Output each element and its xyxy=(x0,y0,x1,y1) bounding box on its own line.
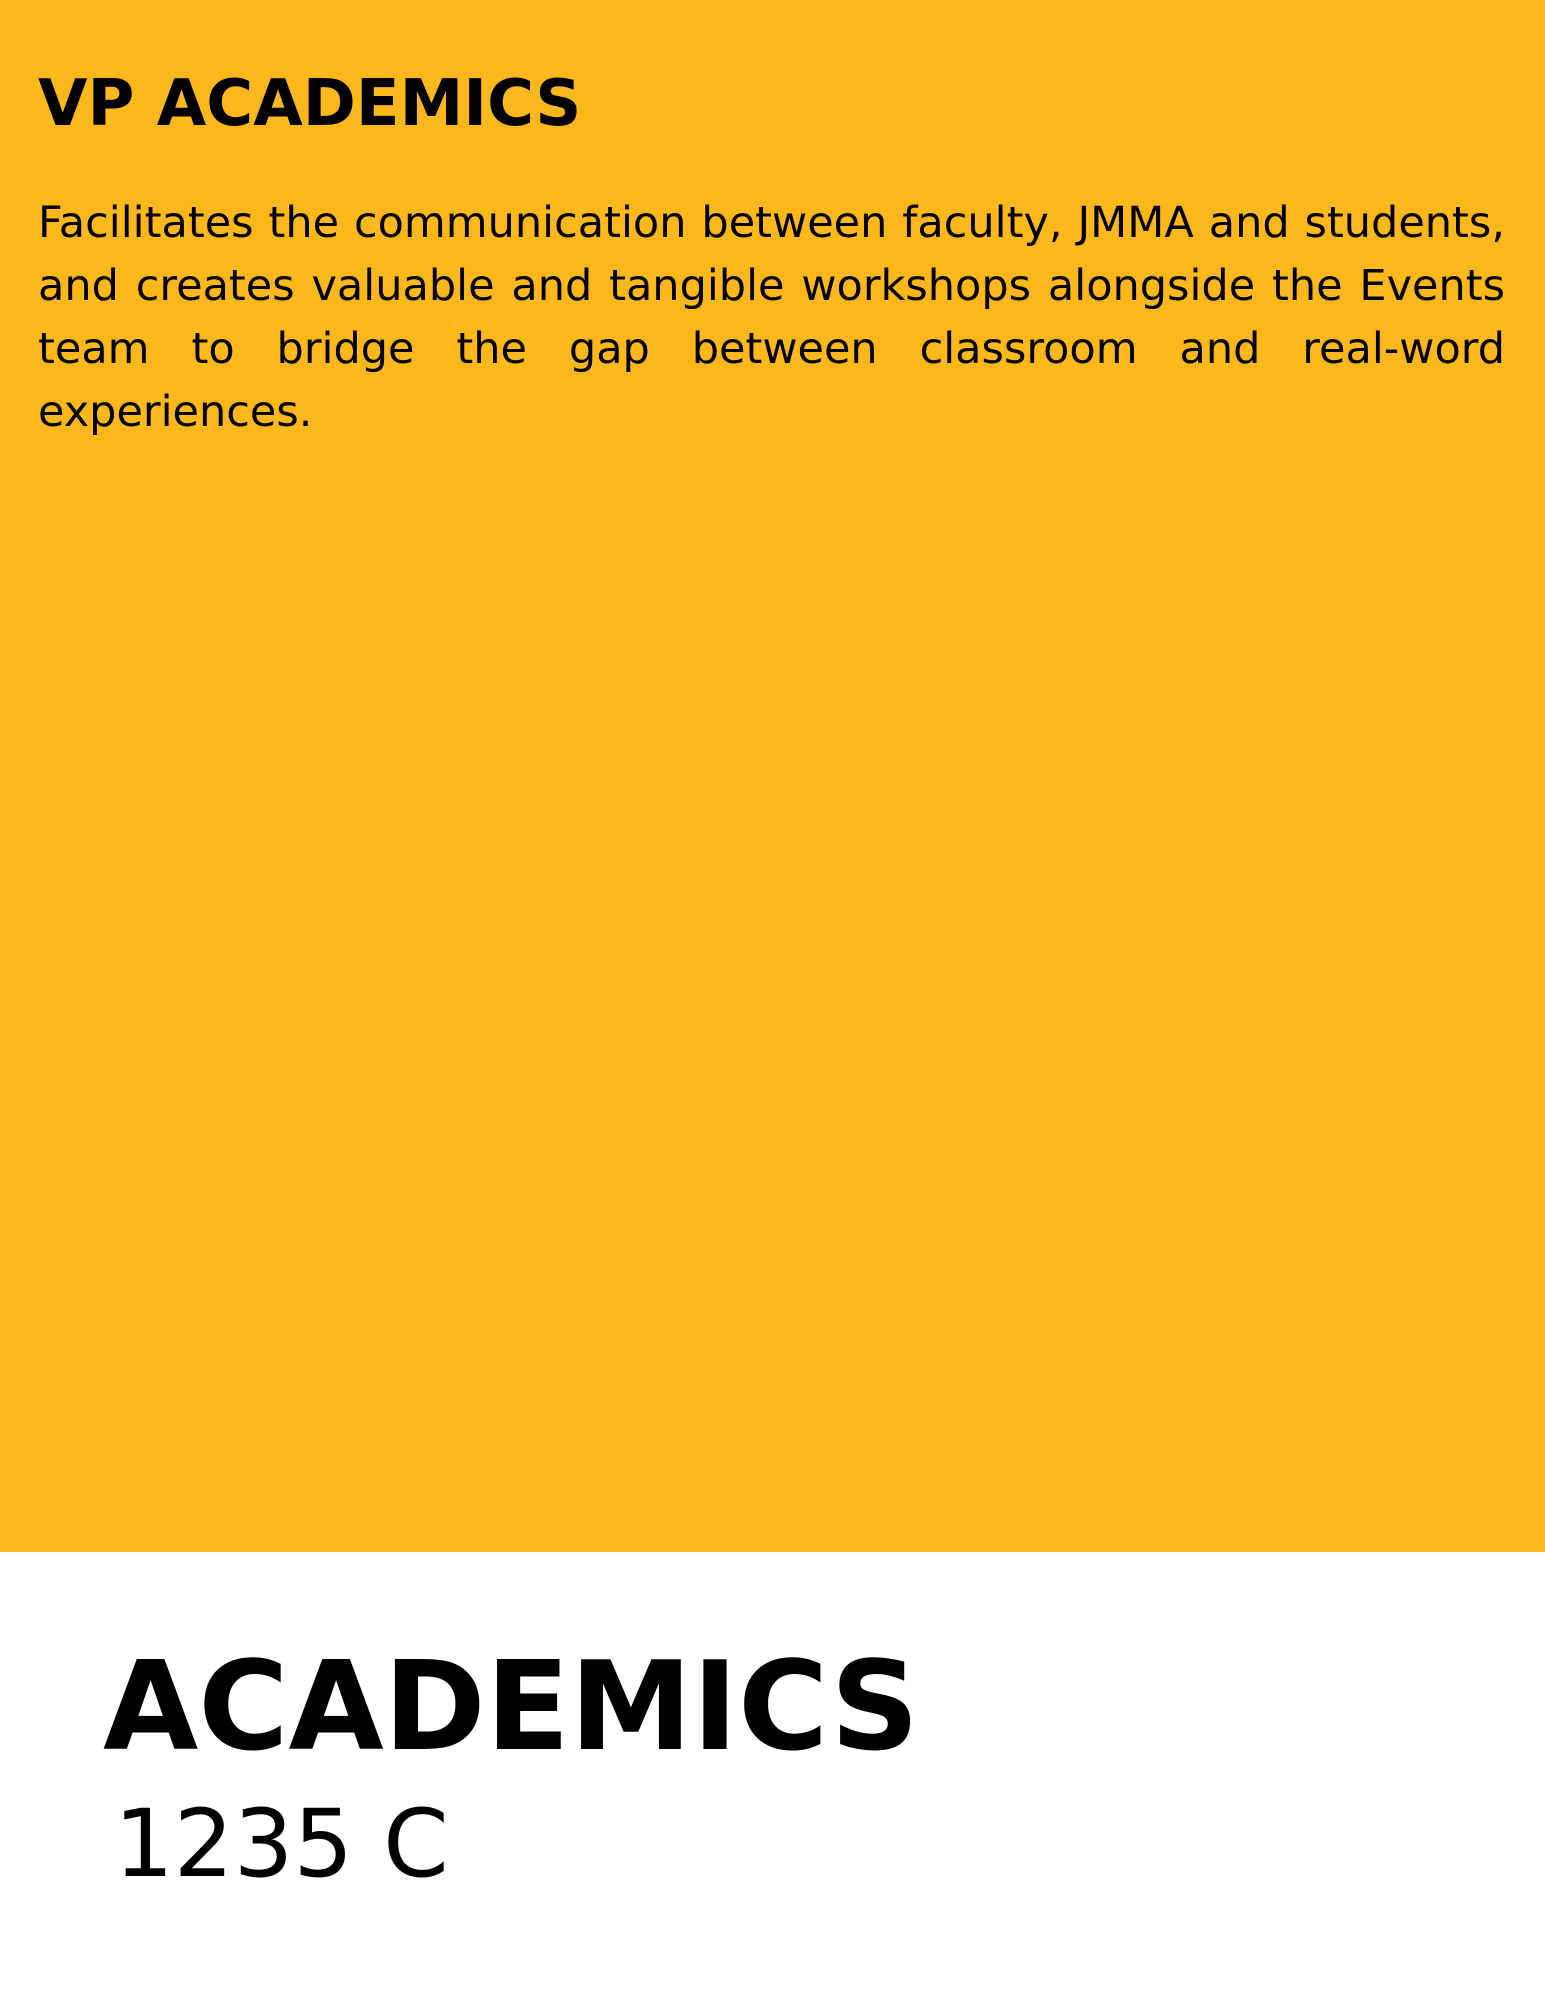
color-code: 1235 C xyxy=(114,1790,449,1899)
role-description: Facilitates the communication between faculty, JMMA and students, and creates valuable and tangible workshops alongside the Events team to bridge the gap between classroom and real-word experiences. xyxy=(38,198,1505,437)
color-name: ACADEMICS xyxy=(103,1636,920,1779)
role-title: VP ACADEMICS xyxy=(38,67,582,141)
